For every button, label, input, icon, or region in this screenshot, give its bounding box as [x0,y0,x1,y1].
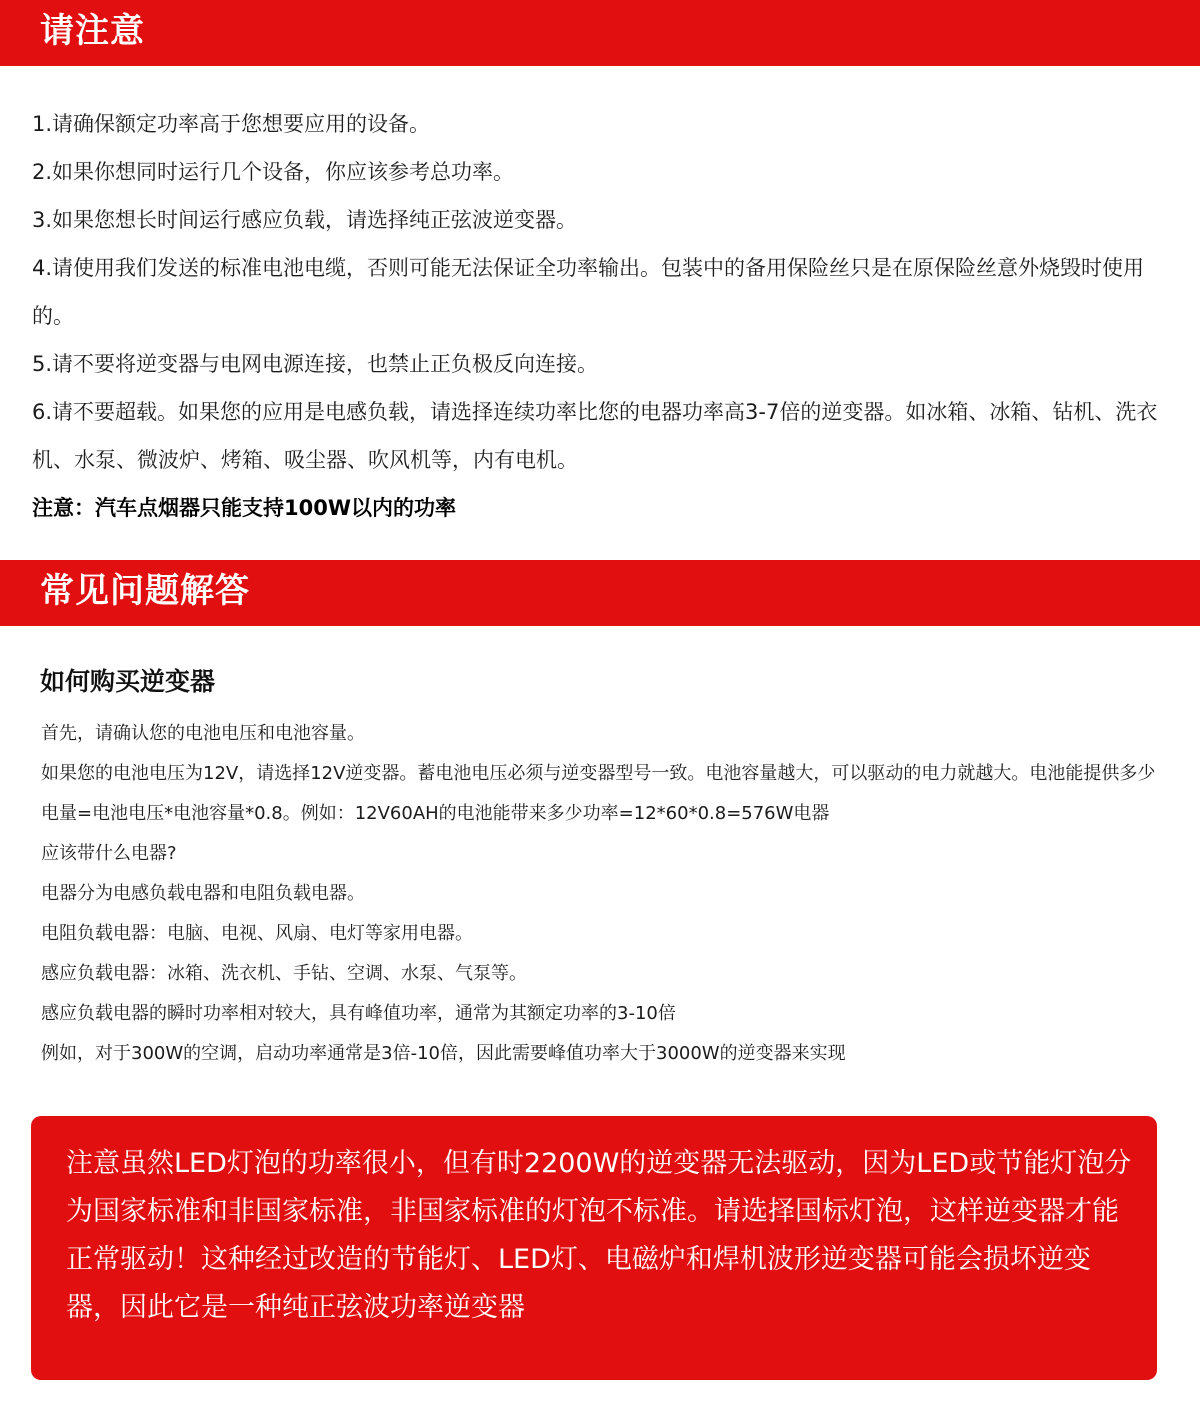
faq-subtitle: 如何购买逆变器 [40,667,216,696]
faq-line: 感应负载电器的瞬时功率相对较大，具有峰值功率，通常为其额定功率的3-10倍 [41,1003,676,1024]
notice-title: 请注意 [40,11,145,51]
notice-warning: 注意：汽车点烟器只能支持100W以内的功率 [32,496,456,520]
led-alert-box [31,1116,1157,1380]
faq-line: 如果您的电池电压为12V，请选择12V逆变器。蓄电池电压必须与逆变器型号一致。电池容量越大，可以驱动的电力就越大。电池能提供多少电量=电池电压*电池容量*0.8。例如：12V60AH的电池能带来多少功率=12*60*0.8=576W电器 [41,763,1156,824]
faq-body [41,714,1161,1074]
faq-line: 电阻负载电器：电脑、电视、风扇、电灯等家用电器。 [41,923,473,944]
notice-item-6: 6.请不要超载。如果您的应用是电感负载，请选择连续功率比您的电器功率高3-7倍的逆变器。如冰箱、冰箱、钻机、洗衣机、水泵、微波炉、烤箱、吸尘器、吹风机等，内有电机。 [32,400,1158,472]
notice-item-4: 4.请使用我们发送的标准电池电缆，否则可能无法保证全功率输出。包装中的备用保险丝只是在原保险丝意外烧毁时使用的。 [32,256,1145,328]
led-alert-text: 注意虽然LED灯泡的功率很小，但有时2200W的逆变器无法驱动，因为LED或节能灯泡分为国家标准和非国家标准，非国家标准的灯泡不标准。请选择国标灯泡，这样逆变器才能正常驱动！这种经过改造的节能灯、LED灯、电磁炉和焊机波形逆变器可能会损坏逆变器，因此它是一种纯正弦波功率逆变器 [66,1148,1132,1323]
notice-item-3: 3.如果您想长时间运行感应负载，请选择纯正弦波逆变器。 [32,208,578,232]
notice-item-5: 5.请不要将逆变器与电网电源连接，也禁止正负极反向连接。 [32,352,599,376]
faq-line: 感应负载电器：冰箱、洗衣机、手钻、空调、水泵、气泵等。 [41,963,527,984]
notice-item-2: 2.如果你想同时运行几个设备，你应该参考总功率。 [32,160,515,184]
faq-line: 首先，请确认您的电池电压和电池容量。 [41,723,365,744]
faq-line: 应该带什么电器? [41,843,177,864]
faq-banner [0,560,1200,626]
notice-item-1: 1.请确保额定功率高于您想要应用的设备。 [32,112,431,136]
faq-title: 常见问题解答 [40,571,250,611]
notice-list [32,100,1177,532]
faq-line: 电器分为电感负载电器和电阻负载电器。 [41,883,365,904]
faq-line: 例如，对于300W的空调，启动功率通常是3倍-10倍，因此需要峰值功率大于3000W的逆变器来实现 [41,1043,846,1064]
notice-banner [0,0,1200,66]
